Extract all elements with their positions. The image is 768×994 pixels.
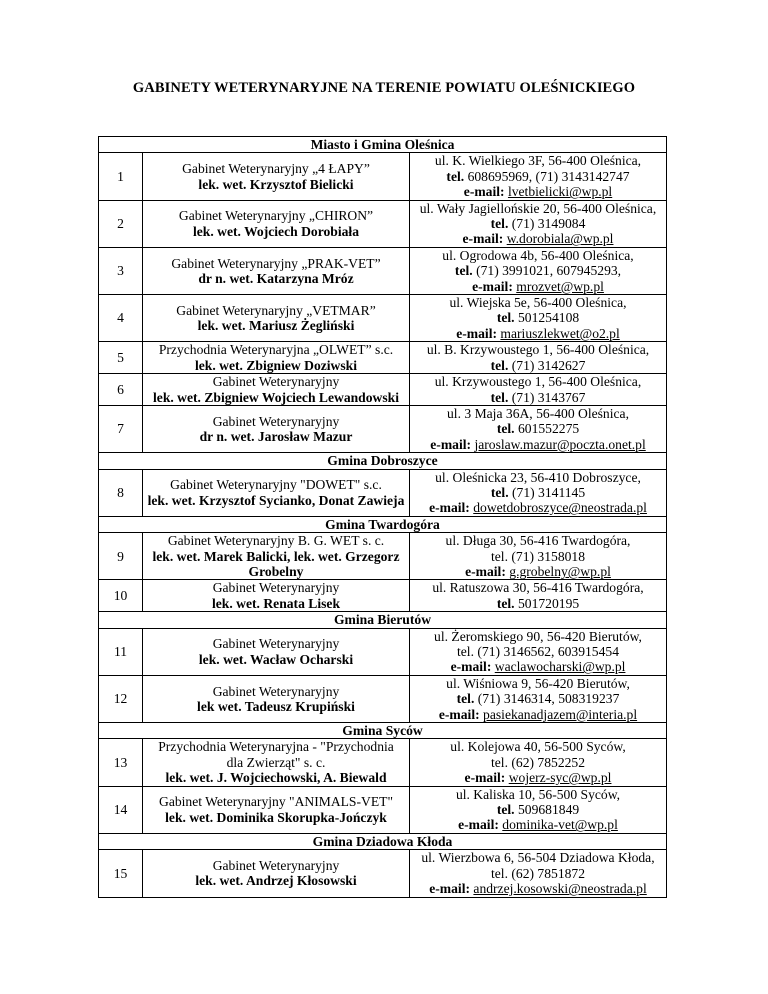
phone-number: (71) 3991021, 607945293, [476, 263, 622, 279]
phone-label: tel. [490, 865, 508, 881]
email-address: lvetbielicki@wp.pl [507, 184, 613, 200]
clinic-name: Gabinet Weterynaryjny [212, 683, 340, 699]
phone-label: tel. [496, 310, 515, 326]
clinic-name: Gabinet Weterynaryjny „PRAK-VET” [171, 255, 381, 271]
phone-line [412, 169, 664, 184]
phone-label: tel. [446, 168, 465, 184]
entry-number: 11 [99, 628, 143, 675]
phone-line [412, 263, 664, 278]
phone-label: tel. [457, 644, 474, 659]
vet-name: lek. wet. Wacław Ocharski [198, 651, 354, 667]
phone-number: 601552275 [517, 421, 580, 437]
contact-cell [410, 374, 667, 406]
vet-name: lek. wet. Dominika Skorupka-Jończyk [165, 809, 387, 825]
section-header: Gmina Syców [99, 723, 667, 739]
phone-label: tel. [490, 484, 509, 500]
phone-line [412, 421, 664, 436]
address: ul. K. Wielkiego 3F, 56-400 Oleśnica, [434, 153, 642, 169]
vet-clinics-table [98, 136, 667, 898]
email-line [412, 881, 664, 896]
clinic-name: Przychodnia Weterynaryjna „OLWET” s.c. [158, 342, 394, 358]
email-label: e-mail: [450, 659, 492, 675]
entry-number: 5 [99, 342, 143, 374]
email-label: e-mail: [429, 881, 470, 897]
phone-number: (71) 3141145 [512, 484, 586, 500]
email-line [412, 437, 664, 452]
vet-name: lek. wet. Wojciech Dorobiała [192, 223, 359, 239]
email-address: w.dorobiala@wp.pl [506, 231, 614, 247]
clinic-cell [143, 200, 410, 247]
phone-label: tel. [490, 357, 509, 373]
email-line [412, 770, 664, 785]
clinic-cell [143, 580, 410, 612]
email-line [412, 231, 664, 246]
vet-name: lek. wet. Krzysztof Bielicki [198, 176, 354, 192]
clinic-name: Gabinet Weterynaryjny [212, 374, 340, 390]
clinic-cell [143, 342, 410, 374]
table-row [99, 200, 667, 247]
section-header-row [99, 833, 667, 849]
phone-label: tel. [490, 754, 508, 770]
clinic-cell [143, 405, 410, 452]
address: ul. Ogrodowa 4b, 56-400 Oleśnica, [442, 247, 634, 263]
contact-cell [410, 533, 667, 580]
contact-cell [410, 295, 667, 342]
contact-cell [410, 247, 667, 294]
clinic-cell [143, 153, 410, 200]
phone-line [412, 691, 664, 706]
phone-number: (71) 3146314, 508319237 [477, 691, 620, 707]
email-label: e-mail: [429, 500, 470, 516]
contact-cell [410, 786, 667, 833]
section-header: Gmina Dobroszyce [99, 453, 667, 469]
clinic-cell [143, 628, 410, 675]
vet-name: lek. wet. Marek Balicki, lek. wet. Grzegorz Grobelny [152, 548, 400, 579]
address: ul. B. Krzywoustego 1, 56-400 Oleśnica, [426, 342, 650, 358]
email-label: e-mail: [456, 325, 497, 341]
email-label: e-mail: [458, 817, 499, 833]
clinic-name: Gabinet Weterynaryjny [212, 857, 340, 873]
phone-line [412, 866, 664, 881]
section-header: Gmina Bierutów [99, 612, 667, 628]
contact-cell [410, 200, 667, 247]
entry-number: 6 [99, 374, 143, 406]
table-row [99, 786, 667, 833]
table-row [99, 739, 667, 786]
table-row [99, 342, 667, 374]
clinic-name: Gabinet Weterynaryjny „VETMAR” [176, 302, 376, 318]
contact-cell [410, 342, 667, 374]
email-address: waclawocharski@wp.pl [494, 659, 626, 675]
vet-name: lek. wet. Zbigniew Wojciech Lewandowski [153, 389, 399, 405]
entry-number: 1 [99, 153, 143, 200]
email-line [412, 184, 664, 199]
clinic-cell [143, 675, 410, 722]
table-row [99, 153, 667, 200]
vet-name: lek. wet. Zbigniew Doziwski [195, 357, 357, 373]
phone-line [412, 310, 664, 325]
phone-number: (62) 7852252 [511, 754, 586, 770]
table-row [99, 247, 667, 294]
email-address: jaroslaw.mazur@poczta.onet.pl [474, 436, 646, 452]
address: ul. Krzywoustego 1, 56-400 Oleśnica, [434, 374, 642, 390]
clinic-cell [143, 374, 410, 406]
section-header-row [99, 723, 667, 739]
phone-number: (62) 7851872 [511, 865, 586, 881]
email-label: e-mail: [463, 184, 505, 200]
vet-name: lek wet. Tadeusz Krupiński [197, 698, 355, 714]
clinic-name: Gabinet Weterynaryjny „4 ŁAPY” [182, 161, 370, 177]
vet-name: dr n. wet. Jarosław Mazur [199, 429, 353, 445]
phone-line [412, 644, 664, 659]
address: ul. Oleśnicka 23, 56-410 Dobroszyce, [435, 469, 641, 485]
section-header-row [99, 137, 667, 153]
table-row [99, 675, 667, 722]
email-address: wojerz-syc@wp.pl [508, 770, 612, 786]
entry-number: 7 [99, 405, 143, 452]
email-line [412, 659, 664, 674]
clinic-cell [143, 247, 410, 294]
vet-name: dr n. wet. Katarzyna Mróz [198, 270, 354, 286]
phone-label: tel. [490, 216, 509, 232]
clinic-cell [143, 850, 410, 897]
vet-name: lek. wet. Krzysztof Sycianko, Donat Zawieja [147, 492, 405, 508]
phone-label: tel. [496, 802, 515, 818]
email-line [412, 326, 664, 341]
clinic-name: Gabinet Weterynaryjny "ANIMALS-VET" [159, 794, 393, 810]
clinic-name: Gabinet Weterynaryjny „CHIRON” [178, 208, 374, 224]
email-address: dominika-vet@wp.pl [502, 817, 618, 833]
section-header-row [99, 612, 667, 628]
email-label: e-mail: [464, 770, 506, 786]
contact-cell [410, 675, 667, 722]
phone-label: tel. [490, 389, 509, 405]
email-line [412, 707, 664, 722]
address: ul. Wiśniowa 9, 56-420 Bierutów, [446, 675, 630, 691]
table-body [99, 137, 667, 898]
email-label: e-mail: [438, 706, 480, 722]
table-row [99, 533, 667, 580]
contact-cell [410, 469, 667, 516]
clinic-name: dla Zwierząt" s. c. [226, 754, 326, 770]
email-line [412, 564, 664, 579]
phone-number: (71) 3142627 [511, 357, 586, 373]
address: ul. 3 Maja 36A, 56-400 Oleśnica, [447, 405, 629, 421]
entry-number: 10 [99, 580, 143, 612]
section-header-row [99, 516, 667, 532]
phone-line [412, 485, 664, 500]
address: ul. Długa 30, 56-416 Twardogóra, [445, 533, 631, 549]
phone-number: 501720195 [517, 595, 580, 611]
contact-cell [410, 628, 667, 675]
email-address: andrzej.kosowski@neostrada.pl [473, 881, 647, 897]
entry-number: 14 [99, 786, 143, 833]
email-line [412, 500, 664, 515]
entry-number: 8 [99, 469, 143, 516]
address: ul. Wały Jagiellońskie 20, 56-400 Oleśnica, [419, 200, 657, 216]
contact-cell [410, 739, 667, 786]
phone-number: 509681849 [517, 802, 580, 818]
phone-line [412, 390, 664, 405]
table-row [99, 850, 667, 897]
email-address: g.grobelny@wp.pl [509, 563, 611, 579]
section-header: Gmina Dziadowa Kłoda [99, 833, 667, 849]
contact-cell [410, 580, 667, 612]
phone-line [412, 216, 664, 231]
email-label: e-mail: [472, 278, 513, 294]
phone-number: (71) 3158018 [511, 548, 586, 564]
table-row [99, 469, 667, 516]
vet-name: lek. wet. J. Wojciechowski, A. Biewald [165, 770, 387, 786]
email-label: e-mail: [462, 231, 504, 247]
phone-label: tel. [496, 595, 515, 611]
section-header-row [99, 453, 667, 469]
entry-number: 15 [99, 850, 143, 897]
email-address: mariuszlekwet@o2.pl [500, 325, 620, 341]
email-line [412, 817, 664, 832]
table-row [99, 295, 667, 342]
clinic-name: Gabinet Weterynaryjny B. G. WET s. c. [167, 533, 385, 549]
table-row [99, 374, 667, 406]
phone-line [412, 549, 664, 564]
email-address: dowetdobroszyce@neostrada.pl [473, 500, 647, 516]
address: ul. Ratuszowa 30, 56-416 Twardogóra, [432, 580, 644, 596]
clinic-cell [143, 786, 410, 833]
table-row [99, 405, 667, 452]
vet-name: lek. wet. Andrzej Kłosowski [195, 873, 357, 889]
clinic-cell [143, 739, 410, 786]
table-row [99, 580, 667, 612]
address: ul. Żeromskiego 90, 56-420 Bierutów, [434, 628, 642, 644]
contact-cell [410, 153, 667, 200]
vet-name: lek. wet. Renata Lisek [212, 595, 340, 611]
phone-line [412, 358, 664, 373]
address: ul. Wiejska 5e, 56-400 Oleśnica, [449, 295, 627, 311]
phone-label: tel. [456, 691, 475, 707]
phone-line [412, 596, 664, 611]
phone-number: (71) 3143767 [511, 389, 586, 405]
phone-label: tel. [490, 548, 508, 564]
table-row [99, 628, 667, 675]
clinic-name: Gabinet Weterynaryjny "DOWET" s.c. [170, 477, 382, 493]
entry-number: 2 [99, 200, 143, 247]
email-label: e-mail: [465, 563, 506, 579]
address: ul. Kaliska 10, 56-500 Syców, [455, 786, 621, 802]
phone-number: 608695969, (71) 3143142747 [467, 168, 630, 184]
phone-line [412, 802, 664, 817]
contact-cell [410, 850, 667, 897]
contact-cell [410, 405, 667, 452]
page-title: GABINETY WETERYNARYJNE NA TERENIE POWIATU OLEŚNICKIEGO [132, 80, 636, 96]
clinic-name: Gabinet Weterynaryjny [212, 413, 340, 429]
email-address: mrozvet@wp.pl [516, 278, 604, 294]
section-header: Miasto i Gmina Oleśnica [99, 137, 667, 153]
clinic-name: Gabinet Weterynaryjny [212, 580, 340, 596]
email-label: e-mail: [430, 436, 472, 452]
clinic-cell [143, 533, 410, 580]
address: ul. Kolejowa 40, 56-500 Syców, [450, 739, 626, 755]
section-header: Gmina Twardogóra [99, 516, 667, 532]
entry-number: 13 [99, 739, 143, 786]
clinic-name: Gabinet Weterynaryjny [212, 636, 340, 652]
vet-name: lek. wet. Mariusz Żegliński [197, 318, 355, 334]
email-address: pasiekanadjazem@interia.pl [483, 706, 638, 722]
address: ul. Wierzbowa 6, 56-504 Dziadowa Kłoda, [421, 850, 655, 866]
entry-number: 4 [99, 295, 143, 342]
clinic-cell [143, 469, 410, 516]
phone-number: (71) 3149084 [511, 216, 586, 232]
entry-number: 9 [99, 533, 143, 580]
phone-number: (71) 3146562, 603915454 [477, 644, 619, 659]
clinic-cell [143, 295, 410, 342]
entry-number: 12 [99, 675, 143, 722]
entry-number: 3 [99, 247, 143, 294]
phone-label: tel. [454, 263, 473, 279]
phone-label: tel. [496, 421, 515, 437]
phone-number: 501254108 [517, 310, 580, 326]
clinic-name: Przychodnia Weterynaryjna - "Przychodnia [158, 739, 394, 755]
phone-line [412, 755, 664, 770]
email-line [412, 279, 664, 294]
